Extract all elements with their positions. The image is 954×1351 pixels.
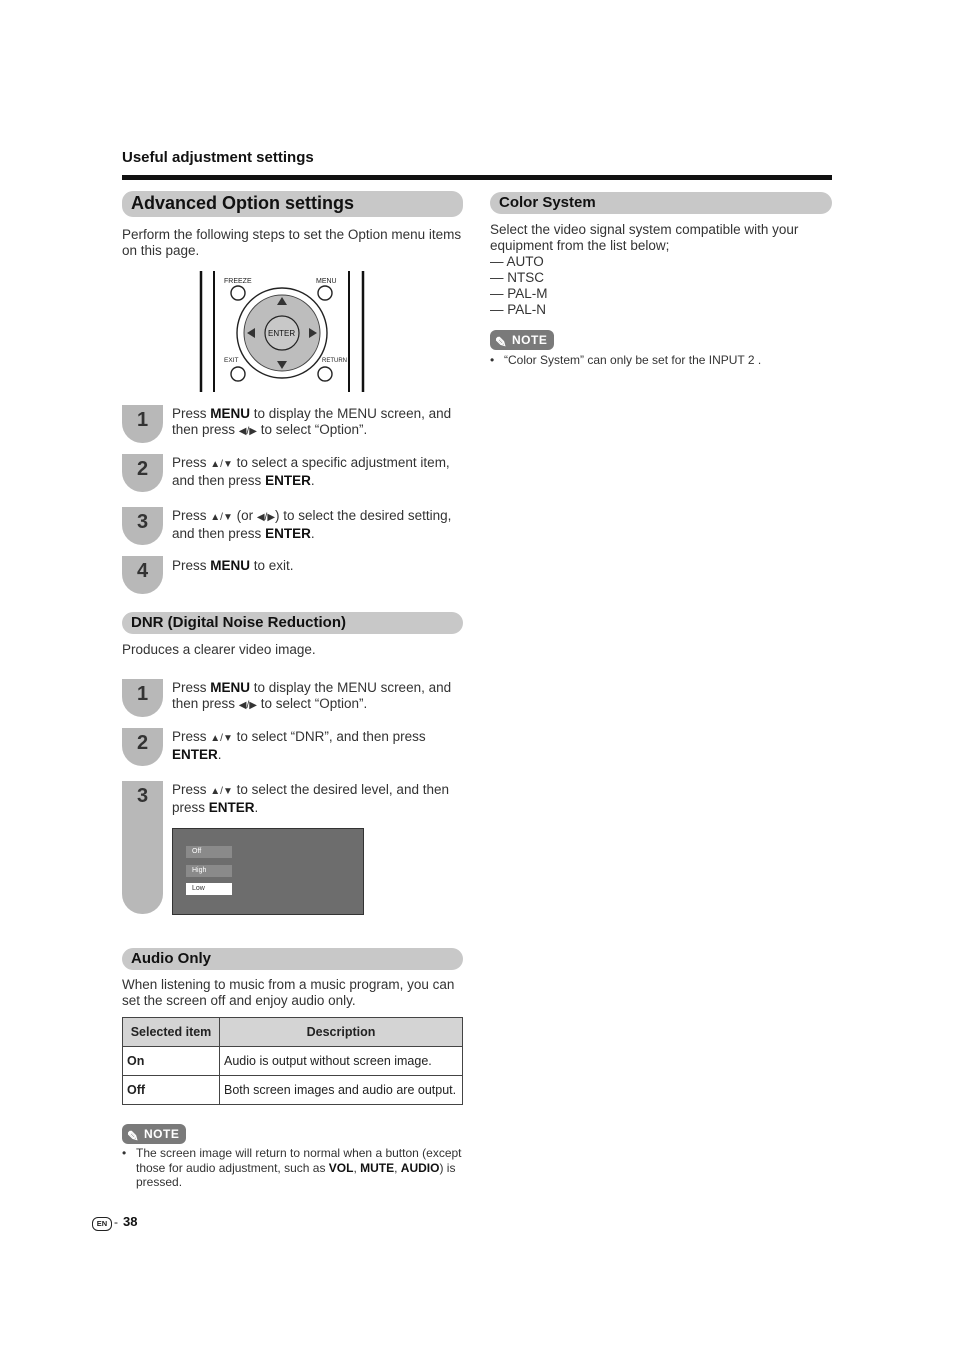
table-header-row bbox=[123, 1018, 463, 1047]
audio-only-title: Audio Only bbox=[122, 948, 463, 970]
remote-enter-label: ENTER bbox=[268, 329, 296, 338]
table-cell: On bbox=[123, 1047, 220, 1076]
step-text: Press MENU to display the MENU screen, and then press ◀/▶ to select “Option”. bbox=[172, 406, 452, 437]
table-cell: Off bbox=[123, 1076, 220, 1105]
color-system-option: — NTSC bbox=[490, 270, 544, 285]
audio-only-note: • The screen image will return to normal when a button (except those for audio adjustment, such as VOL, MUTE, AUDIO) is pressed. bbox=[122, 1146, 462, 1189]
left-right-arrows-icon: ◀/▶ bbox=[238, 700, 257, 711]
up-down-arrows-icon: ▲/▼ bbox=[210, 786, 233, 797]
up-down-arrows-icon: ▲/▼ bbox=[210, 733, 233, 744]
section-title: Useful adjustment settings bbox=[122, 149, 314, 166]
left-right-arrows-icon: ◀/▶ bbox=[256, 512, 276, 523]
step-text: Press MENU to exit. bbox=[172, 558, 294, 573]
step-text: Press ▲/▼ to select a specific adjustment item, and then press ENTER. bbox=[172, 455, 450, 488]
step-number: 3 bbox=[122, 507, 163, 545]
step-number: 4 bbox=[122, 556, 163, 594]
step-text: Press ▲/▼ to select “DNR”, and then press ENTER. bbox=[172, 729, 426, 762]
step-number: 2 bbox=[122, 728, 163, 766]
step-number: 3 bbox=[122, 781, 163, 914]
remote-return-label: RETURN bbox=[322, 358, 347, 364]
page-number: 38 bbox=[123, 1214, 138, 1229]
table-row bbox=[123, 1047, 463, 1076]
note-badge: ✎ NOTE bbox=[122, 1124, 186, 1144]
table-cell: Both screen images and audio are output. bbox=[220, 1076, 463, 1105]
table-header: Description bbox=[220, 1018, 463, 1047]
osd-item-off: Off bbox=[186, 846, 232, 858]
language-icon: EN bbox=[92, 1217, 112, 1231]
up-down-arrows-icon: ▲/▼ bbox=[210, 459, 233, 470]
color-system-option: — AUTO bbox=[490, 254, 544, 269]
table-header: Selected item bbox=[123, 1018, 220, 1047]
color-system-note: • “Color System” can only be set for the INPUT 2 . bbox=[490, 353, 762, 367]
color-system-title: Color System bbox=[490, 192, 832, 214]
bullet: • bbox=[490, 353, 495, 367]
remote-freeze-label: FREEZE bbox=[224, 278, 252, 285]
step-number: 1 bbox=[122, 405, 163, 443]
color-system-intro: Select the video signal system compatible with your equipment from the list below; bbox=[490, 222, 799, 253]
step-number: 2 bbox=[122, 454, 163, 492]
step-text: Press ▲/▼ (or ◀/▶) to select the desired setting, and then press ENTER. bbox=[172, 508, 452, 541]
audio-only-table bbox=[122, 1017, 463, 1105]
step-text: Press ▲/▼ to select the desired level, and then press ENTER. bbox=[172, 782, 449, 815]
dnr-title: DNR (Digital Noise Reduction) bbox=[122, 612, 463, 634]
step-number: 1 bbox=[122, 679, 163, 717]
dnr-osd-screen bbox=[172, 828, 364, 915]
dnr-intro: Produces a clearer video image. bbox=[122, 642, 316, 657]
color-system-option: — PAL-M bbox=[490, 286, 548, 301]
color-system-option: — PAL-N bbox=[490, 302, 547, 317]
table-cell: Audio is output without screen image. bbox=[220, 1047, 463, 1076]
advanced-intro: Perform the following steps to set the Option menu items on this page. bbox=[122, 227, 462, 258]
note-badge: ✎ NOTE bbox=[490, 330, 554, 350]
header-rule bbox=[122, 175, 832, 180]
remote-illustration bbox=[195, 268, 370, 394]
osd-item-low: Low bbox=[186, 883, 232, 895]
remote-menu-label: MENU bbox=[316, 278, 337, 285]
page-separator: - bbox=[114, 1215, 118, 1229]
left-right-arrows-icon: ◀/▶ bbox=[238, 426, 257, 437]
advanced-title: Advanced Option settings bbox=[122, 191, 463, 217]
remote-exit-label: EXIT bbox=[224, 357, 239, 364]
osd-item-high: High bbox=[186, 865, 232, 877]
bullet: • bbox=[122, 1146, 127, 1160]
table-row bbox=[123, 1076, 463, 1105]
up-down-arrows-icon: ▲/▼ bbox=[210, 512, 233, 523]
pencil-icon: ✎ bbox=[495, 334, 507, 350]
audio-only-intro: When listening to music from a music program, you can set the screen off and enjoy audio only. bbox=[122, 977, 455, 1008]
pencil-icon: ✎ bbox=[127, 1128, 139, 1144]
step-text: Press MENU to display the MENU screen, and then press ◀/▶ to select “Option”. bbox=[172, 680, 452, 711]
